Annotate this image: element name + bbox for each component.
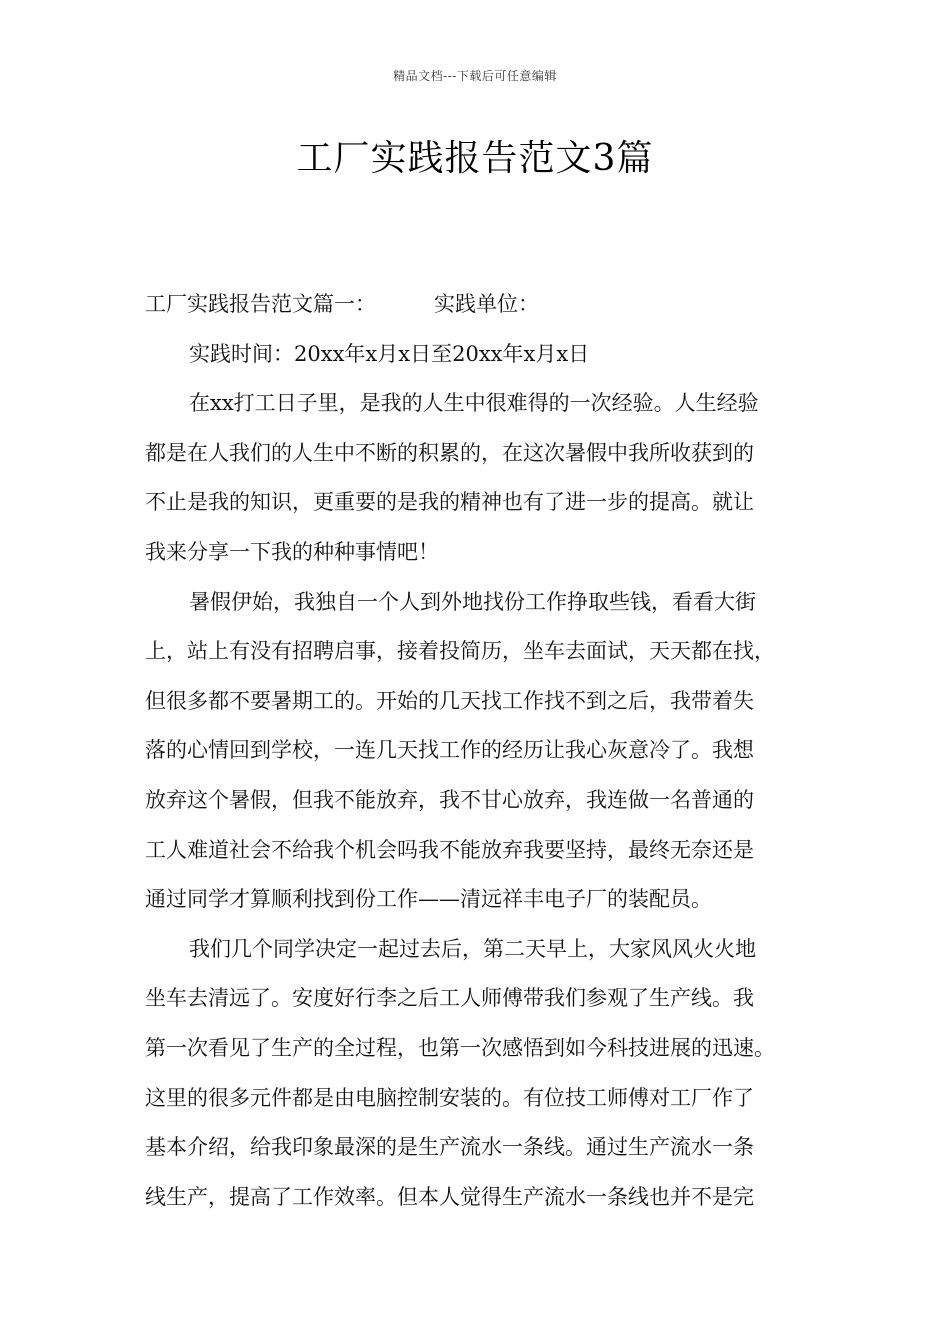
paragraph-line: 放弃这个暑假，但我不能放弃，我不甘心放弃，我连做一名普通的 [145, 787, 754, 812]
paragraph-3 [145, 925, 810, 1223]
paragraph-line: 第一次看见了生产的全过程，也第一次感悟到如今科技进展的迅速。 [145, 1035, 775, 1060]
unit-label: 实践单位： [434, 292, 539, 316]
paragraph-line: 线生产，提高了工作效率。但本人觉得生产流水一条线也并不是完 [145, 1184, 754, 1209]
paragraph-line: 不止是我的知识，更重要的是我的精神也有了进一步的提高。就让 [145, 490, 754, 515]
paragraph-line: 我们几个同学决定一起过去后，第二天早上，大家风风火火地 [189, 936, 756, 961]
paragraph-line: 坐车去清远了。安度好行李之后工人师傅带我们参观了生产线。我 [145, 986, 754, 1011]
paragraph-line: 这里的很多元件都是由电脑控制安装的。有位技工师傅对工厂作了 [145, 1085, 754, 1110]
section-heading-line [145, 280, 810, 330]
time-line: 实践时间：20xx年x月x日至20xx年x月x日 [189, 341, 590, 366]
paragraph-line: 通过同学才算顺利找到份工作——清远祥丰电子厂的装配员。 [145, 887, 712, 912]
document-title: 工厂实践报告范文3篇 [296, 138, 654, 179]
paragraph-line: 都是在人我们的人生中不断的积累的，在这次暑假中我所收获到的 [145, 440, 754, 465]
paragraph-line: 落的心情回到学校，一连几天找工作的经历让我心灰意冷了。我想 [145, 738, 754, 763]
paragraph-2 [145, 578, 810, 925]
document-body [145, 280, 810, 1222]
paragraph-1 [145, 379, 810, 577]
paragraph-line: 在xx打工日子里，是我的人生中很难得的一次经验。人生经验 [189, 391, 759, 416]
paragraph-line: 但很多都不要暑期工的。开始的几天找工作找不到之后，我带着失 [145, 688, 754, 713]
paragraph-line: 我来分享一下我的种种事情吧！ [145, 539, 439, 564]
paragraph-line: 工人难道社会不给我个机会吗我不能放弃我要坚持，最终无奈还是 [145, 837, 754, 862]
section-label: 工厂实践报告范文篇一： [145, 292, 376, 316]
paragraph-line: 上，站上有没有招聘启事，接着投简历，坐车去面试，天天都在找， [145, 639, 775, 664]
header-note: 精品文档---下载后可任意编辑 [393, 69, 557, 83]
paragraph-line: 暑假伊始，我独自一个人到外地找份工作挣取些钱，看看大街 [189, 589, 756, 614]
paragraph-line: 基本介绍，给我印象最深的是生产流水一条线。通过生产流水一条 [145, 1135, 754, 1160]
